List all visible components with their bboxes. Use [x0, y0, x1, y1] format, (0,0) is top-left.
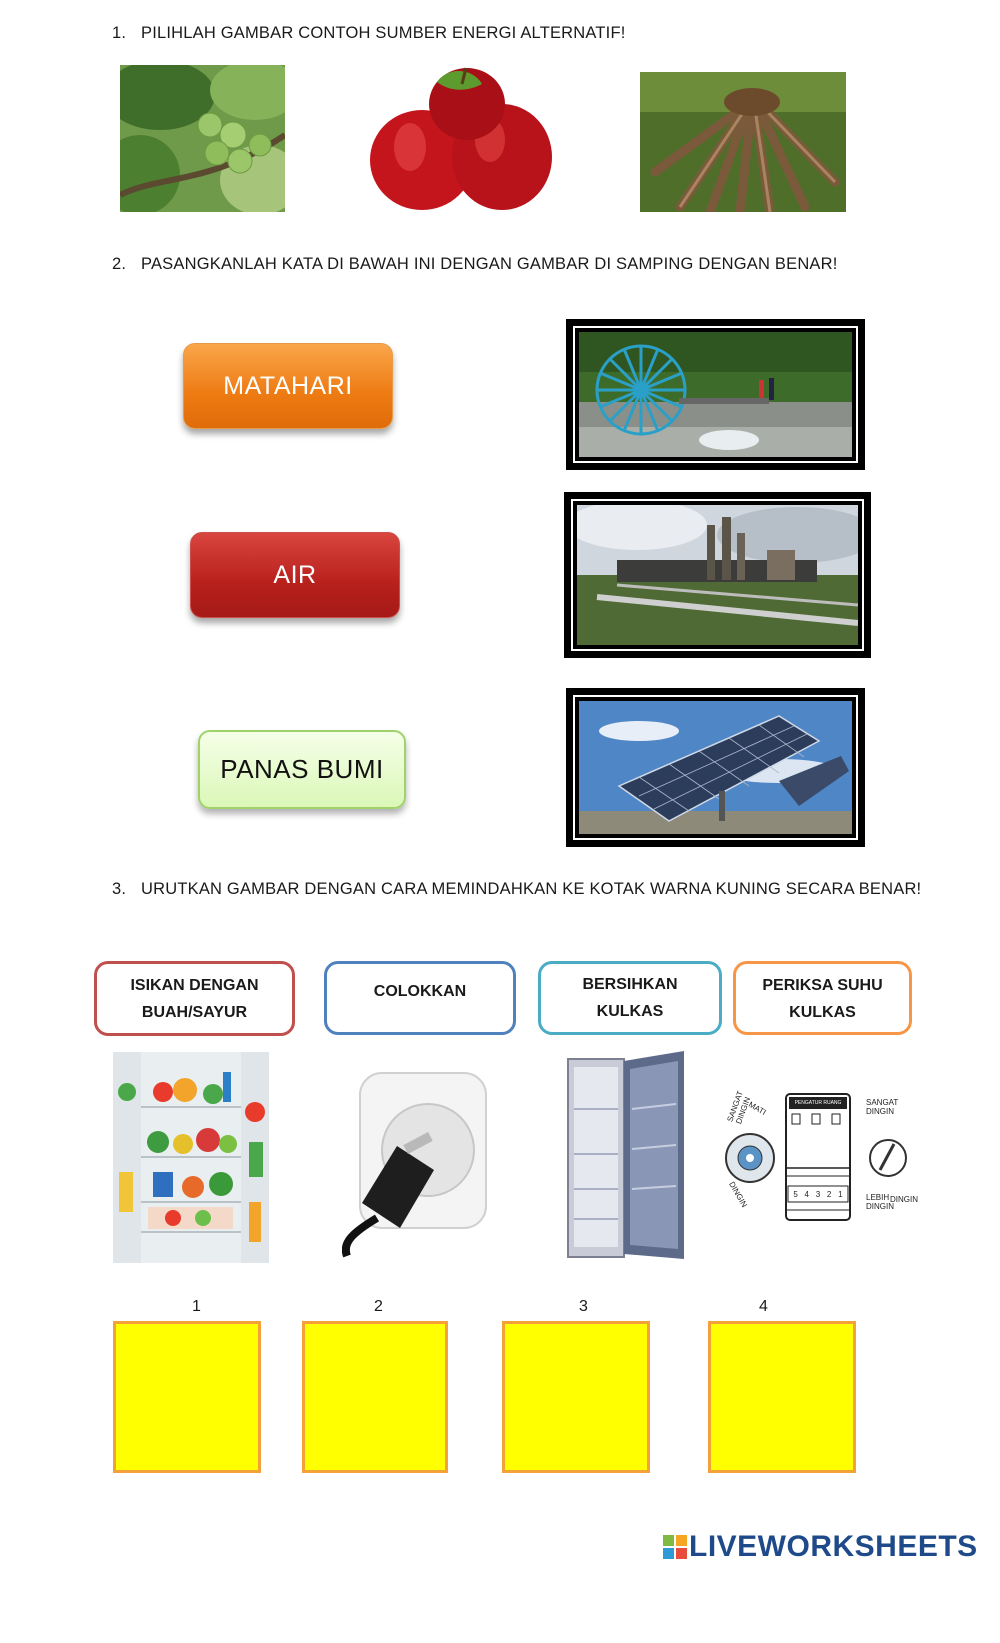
thermostat-digit: 5 — [793, 1190, 798, 1199]
thermostat-digit: 2 — [826, 1190, 832, 1199]
photo-jatropha-fruit[interactable] — [120, 65, 285, 212]
step-label-line-1: BERSIHKAN — [582, 976, 678, 993]
dial-right-top-text: SANGAT DINGIN — [866, 1098, 899, 1116]
step-label-line-2: BUAH/SAYUR — [141, 1003, 248, 1021]
question-1 — [112, 24, 626, 43]
photo-open-fridge[interactable] — [566, 1049, 688, 1261]
photo-red-apples[interactable] — [362, 62, 552, 212]
question-text: PILIHLAH GAMBAR CONTOH SUMBER ENERGI ALTERNATIF! — [141, 24, 626, 42]
word-panas-bumi[interactable]: PANAS BUMI — [198, 730, 406, 809]
question-3 — [112, 880, 921, 899]
drop-slot-4[interactable] — [708, 1321, 856, 1473]
dial-left-bottom-text: DINGIN — [727, 1180, 749, 1209]
slot-number-3: 3 — [579, 1298, 588, 1315]
step-label-fill-fruit[interactable] — [94, 961, 295, 1036]
brand-icon — [663, 1535, 687, 1559]
photo-frame-solar-panels[interactable] — [566, 688, 865, 847]
slot-number-2: 2 — [374, 1298, 383, 1315]
step-label-plug-in[interactable] — [324, 961, 516, 1035]
photo-plug-socket[interactable] — [342, 1068, 492, 1258]
question-number: 2. — [112, 255, 127, 273]
dial-left-top-text: SANGAT DINGIN — [725, 1089, 753, 1126]
step-label-line-1: COLOKKAN — [373, 983, 467, 1000]
drop-slot-1[interactable] — [113, 1321, 261, 1473]
drop-slot-3[interactable] — [502, 1321, 650, 1473]
question-number: 1. — [112, 24, 127, 42]
question-text: PASANGKANLAH KATA DI BAWAH INI DENGAN GAMBAR DI SAMPING DENGAN BENAR! — [141, 255, 838, 273]
word-air[interactable]: AIR — [190, 532, 400, 618]
brand-name: LIVEWORKSHEETS — [689, 1530, 978, 1563]
step-label-line-2: KULKAS — [789, 1004, 856, 1021]
photo-frame-geothermal-plant[interactable] — [564, 492, 871, 658]
slot-number-4: 4 — [759, 1298, 768, 1315]
step-label-clean-fridge[interactable] — [538, 961, 722, 1035]
question-number: 3. — [112, 880, 127, 898]
thermostat-panel-title: PENGATUR RUANG PEMBEKU — [794, 1100, 842, 1115]
photo-fridge-full[interactable] — [113, 1052, 269, 1263]
photo-cassava-roots[interactable] — [640, 72, 846, 212]
step-label-line-1: ISIKAN DENGAN — [130, 976, 259, 994]
step-label-check-temperature[interactable] — [733, 961, 912, 1035]
question-text: URUTKAN GAMBAR DENGAN CARA MEMINDAHKAN KE KOTAK WARNA KUNING SECARA BENAR! — [141, 880, 922, 898]
thermostat-digit: 3 — [815, 1190, 821, 1199]
step-label-line-2: KULKAS — [596, 1003, 664, 1020]
photo-frame-water-wheel[interactable] — [566, 319, 865, 470]
thermostat-digit-row — [790, 1190, 846, 1199]
thermostat-diagram[interactable] — [718, 1089, 918, 1226]
brand-logo[interactable] — [663, 1530, 978, 1564]
drop-slot-2[interactable] — [302, 1321, 448, 1473]
dial-right-bottom-text-1: LEBIH DINGIN — [866, 1193, 894, 1211]
dial-right-bottom-text-2: DINGIN — [890, 1195, 918, 1204]
word-matahari[interactable]: MATAHARI — [183, 343, 393, 429]
thermostat-digit: 1 — [838, 1190, 843, 1199]
thermostat-digit: 4 — [804, 1190, 809, 1199]
slot-number-1: 1 — [192, 1298, 201, 1315]
step-label-line-1: PERIKSA SUHU — [762, 977, 883, 994]
question-2 — [112, 255, 838, 274]
dial-left-mid-text: MATI — [746, 1099, 768, 1118]
